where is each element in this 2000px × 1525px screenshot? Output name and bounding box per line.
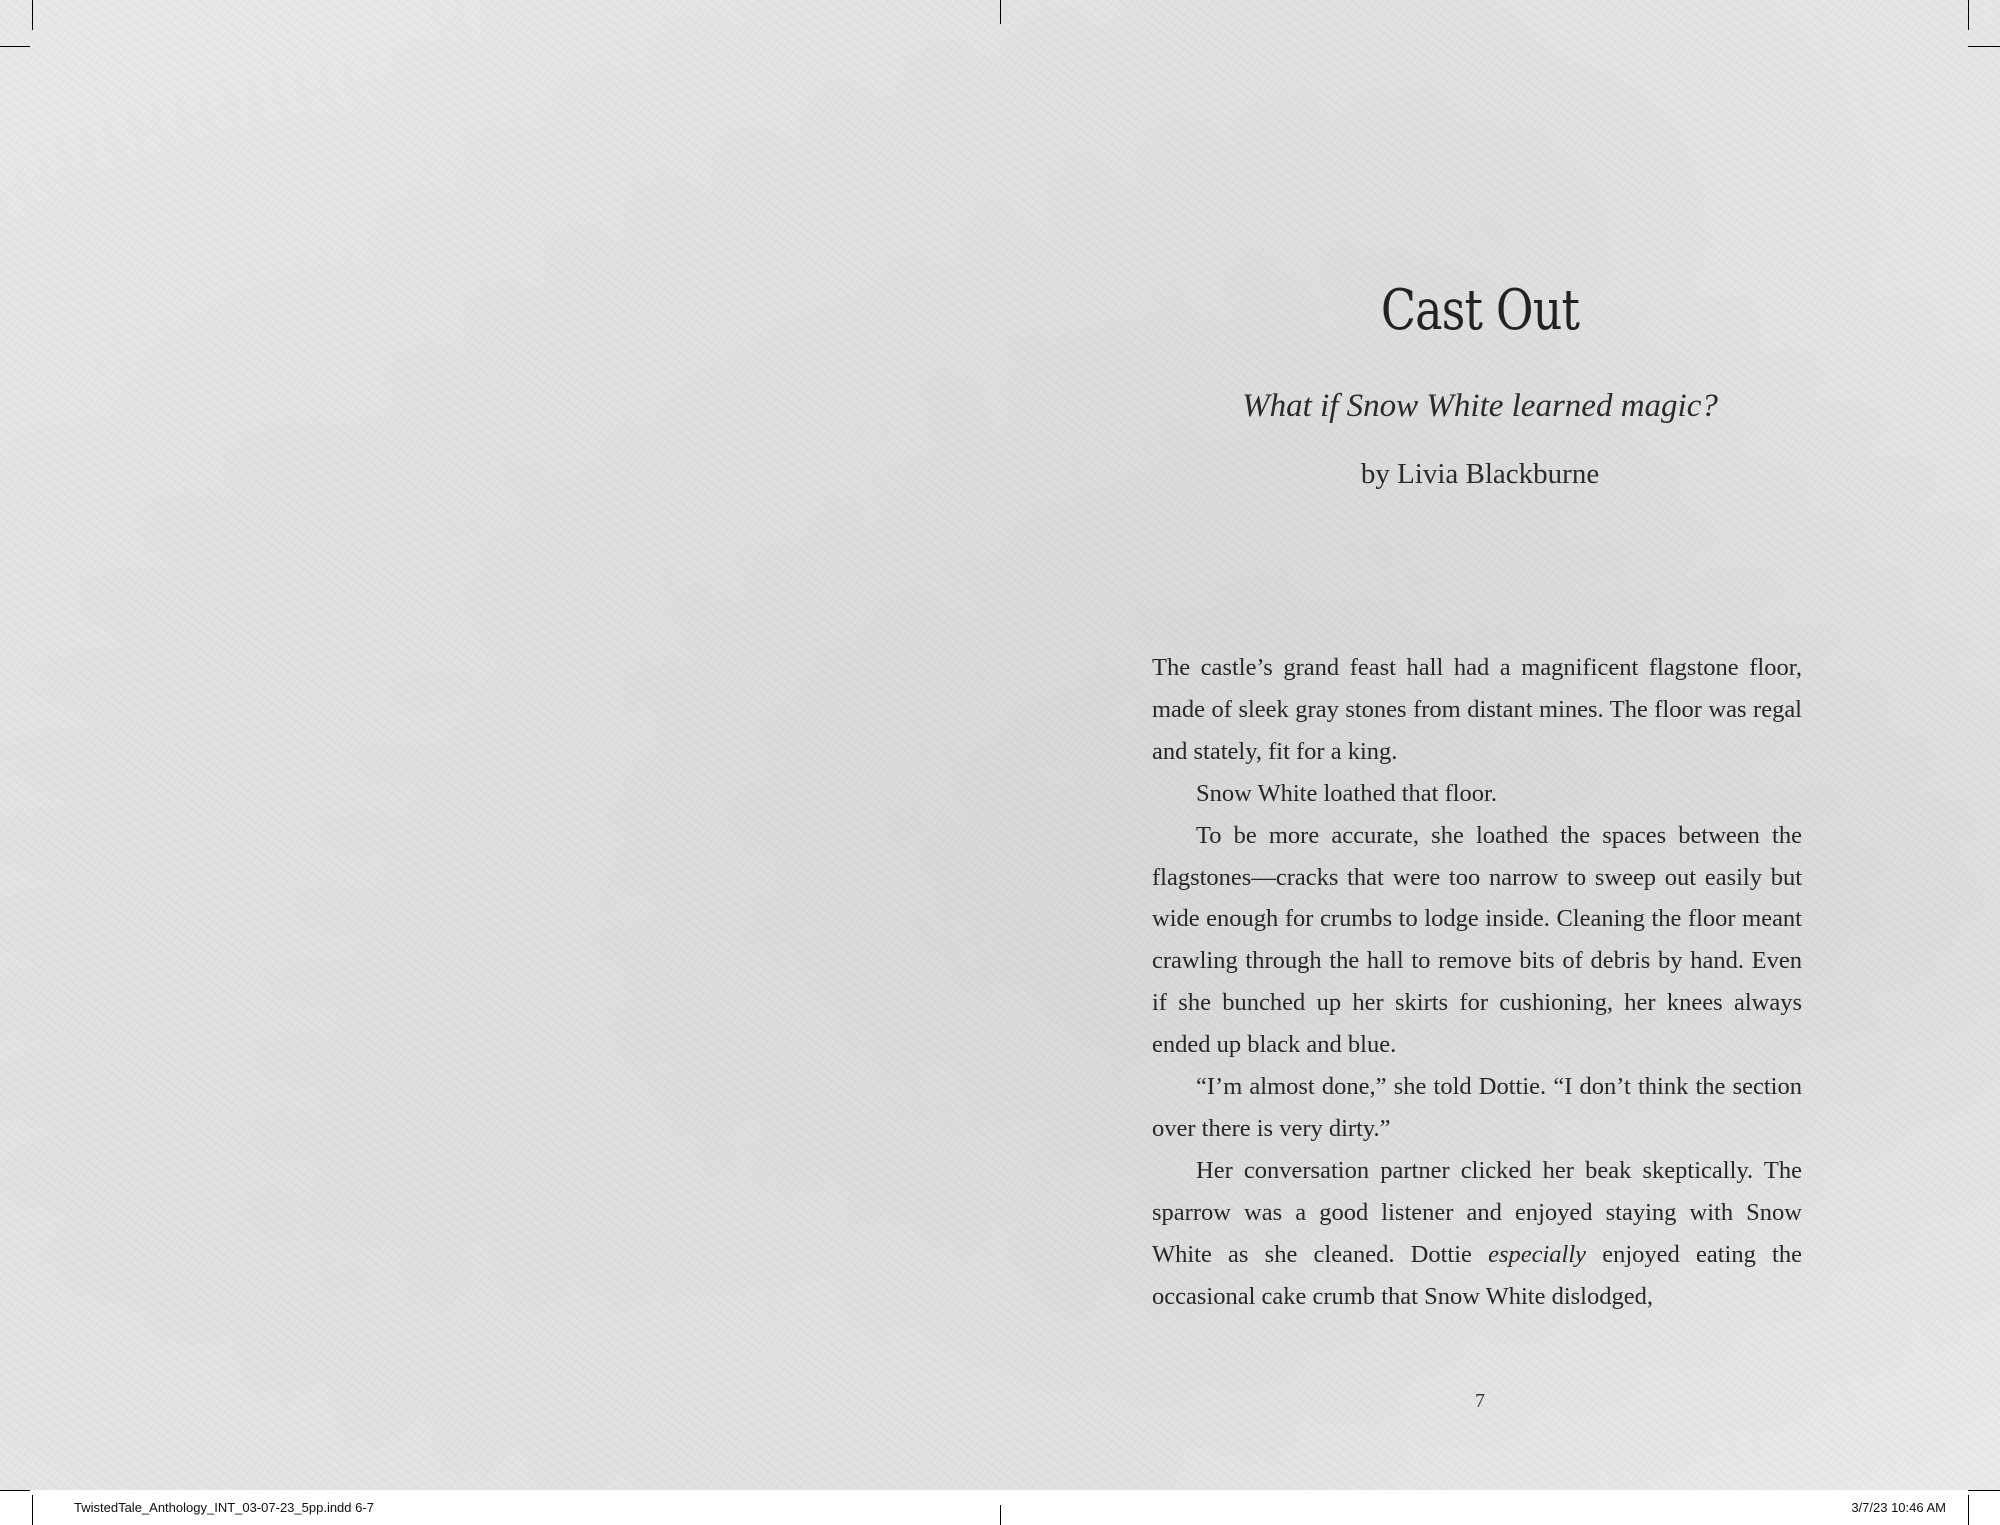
crop-mark bbox=[1968, 1490, 2000, 1491]
right-page bbox=[1000, 0, 1968, 1490]
paragraph: Snow White loathed that floor. bbox=[1196, 779, 1497, 807]
crop-mark bbox=[1000, 0, 1001, 24]
crop-mark bbox=[32, 0, 33, 30]
crop-mark bbox=[1968, 1495, 1969, 1525]
text-run: enjoyed eating the occasional cake crumb that Snow White dislodged, bbox=[1152, 1240, 1802, 1310]
story-body bbox=[1152, 647, 1802, 1318]
text-run: Her conversation partner clicked her beak skeptically. The sparrow was a good listener and enjoyed staying with Snow White as she cleaned. Dottie bbox=[1152, 1156, 1802, 1268]
page-number: 7 bbox=[1475, 1390, 1485, 1412]
crop-mark bbox=[1968, 0, 1969, 30]
paragraph: To be more accurate, she loathed the spaces between the flagstones—cracks that were too narrow to sweep out easily but wide enough for crumbs to lodge inside. Cleaning the floor meant crawling through the hall to remove bits of debris by hand. Even if she bunched up her skirts for cushioning, her knees always ended up black and blue. bbox=[1152, 821, 1802, 1059]
crop-mark bbox=[1968, 46, 2000, 47]
slug-timestamp: 3/7/23 10:46 AM bbox=[1851, 1500, 1946, 1515]
story-title: Cast Out bbox=[1380, 278, 1580, 343]
emphasis-text: especially bbox=[1488, 1240, 1587, 1268]
left-page-blank bbox=[32, 0, 1000, 1490]
paragraph-last bbox=[1152, 1150, 1802, 1318]
crop-mark bbox=[32, 1495, 33, 1525]
story-byline: by Livia Blackburne bbox=[1360, 458, 1600, 490]
story-subtitle: What if Snow White learned magic? bbox=[1242, 388, 1718, 424]
slug-file-name: TwistedTale_Anthology_INT_03-07-23_5pp.indd 6-7 bbox=[74, 1500, 374, 1515]
paragraph: The castle’s grand feast hall had a magnificent flagstone floor, made of sleek gray stones from distant mines. The floor was regal and stately, fit for a king. bbox=[1152, 654, 1802, 765]
paragraph: “I’m almost done,” she told Dottie. “I don’t think the section over there is very dirty.” bbox=[1152, 1073, 1802, 1142]
crop-mark bbox=[0, 46, 30, 47]
crop-mark bbox=[1000, 1505, 1001, 1525]
crop-mark bbox=[0, 1490, 30, 1491]
